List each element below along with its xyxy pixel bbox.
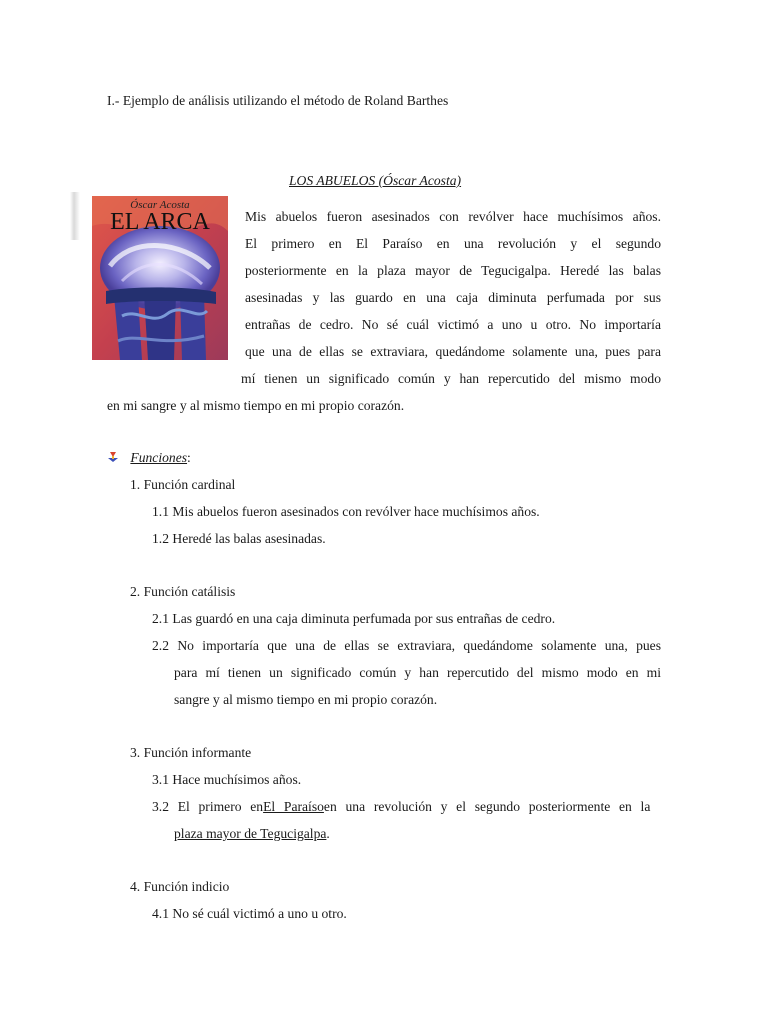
section-title: 3. Función informante <box>130 745 252 760</box>
list-item-continuation: sangre y al mismo tiempo en mi propio corazón. <box>174 692 438 707</box>
funciones-label: Funciones <box>130 450 188 465</box>
list-item: 3.2 El primero enEl Paraísoen una revolución y el segundo posteriormente en la <box>152 799 651 814</box>
list-item: 3.1 Hace muchísimos años. <box>152 772 302 787</box>
poem-line: mí tienen un significado común y han repercutido del mismo modo <box>241 371 661 386</box>
poem-line: El primero en El Paraíso en una revolución y el segundo <box>245 236 661 251</box>
underlined-place-el-paraiso: El Paraíso <box>263 799 324 814</box>
list-item: 1.1 Mis abuelos fueron asesinados con revólver hace muchísimos años. <box>152 504 540 519</box>
list-item-continuation: plaza mayor de Tegucigalpa. <box>174 826 330 841</box>
book-cover-image <box>92 196 228 360</box>
poem-line: posteriormente en la plaza mayor de Tegucigalpa. Heredé las balas <box>245 263 661 278</box>
list-item: 2.2 No importaría que una de ellas se extraviara, quedándome solamente una, pues <box>152 638 661 653</box>
section-title: 4. Función indicio <box>130 879 230 894</box>
poem-line: en mi sangre y al mismo tiempo en mi propio corazón. <box>107 398 405 413</box>
underlined-place-plaza-mayor: plaza mayor de Tegucigalpa <box>174 826 327 841</box>
book-cover-title: EL ARCA <box>110 209 210 235</box>
section-heading: I.- Ejemplo de análisis utilizando el método de Roland Barthes <box>107 93 449 108</box>
page-shadow-decoration <box>70 192 80 240</box>
funciones-heading <box>107 450 191 466</box>
poem-title: LOS ABUELOS (Óscar Acosta) <box>289 173 462 188</box>
funciones-colon: : <box>187 450 191 465</box>
section-title: 2. Función catálisis <box>130 584 236 599</box>
list-item: 4.1 No sé cuál victimó a uno u otro. <box>152 906 347 921</box>
poem-line: entrañas de cedro. No sé cuál victimó a uno u otro. No importaría <box>245 317 661 332</box>
poem-line: que una de ellas se extraviara, quedándome solamente una, pues para <box>245 344 661 359</box>
bullet-arrow-icon <box>107 451 119 463</box>
book-cover-author: Óscar Acosta <box>130 199 190 211</box>
list-item: 2.1 Las guardó en una caja diminuta perfumada por sus entrañas de cedro. <box>152 611 556 626</box>
section-title: 1. Función cardinal <box>130 477 236 492</box>
list-item-continuation: para mí tienen un significado común y han repercutido del mismo modo en mi <box>174 665 661 680</box>
list-item: 1.2 Heredé las balas asesinadas. <box>152 531 326 546</box>
poem-line: Mis abuelos fueron asesinados con revólver hace muchísimos años. <box>245 209 661 224</box>
poem-line: asesinadas y las guardo en una caja diminuta perfumada por sus <box>245 290 661 305</box>
